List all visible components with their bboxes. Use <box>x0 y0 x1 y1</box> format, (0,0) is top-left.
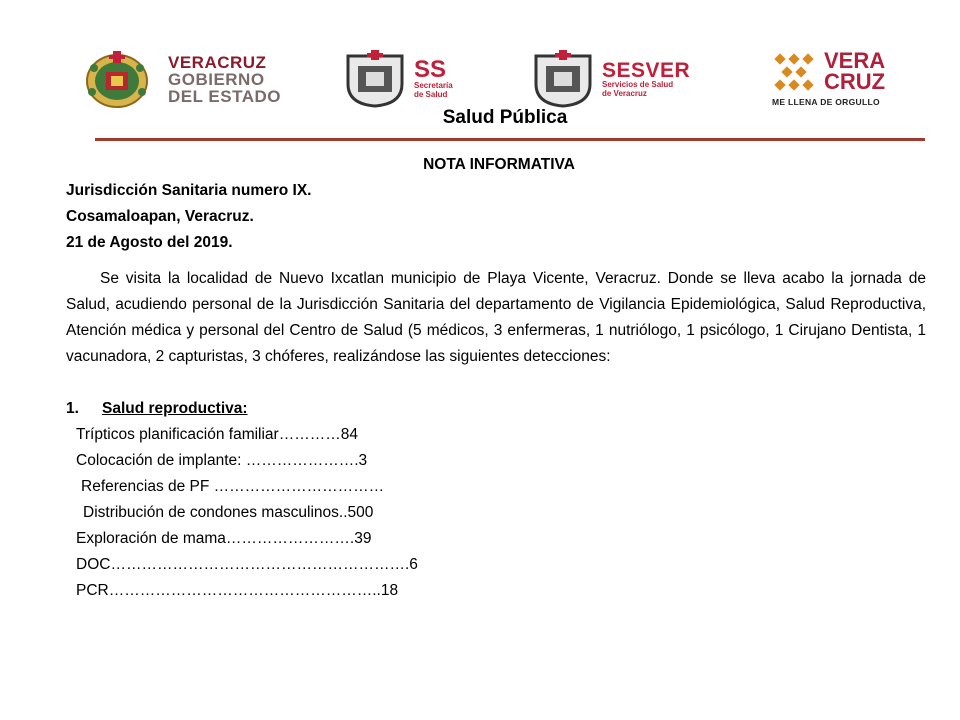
state-shield-icon <box>530 50 596 108</box>
veracruz-brand-slogan: ME LLENA DE ORGULLO <box>772 97 880 107</box>
veracruz-brand-line1: VERA <box>824 48 886 74</box>
list-item: Distribución de condones masculinos..500 <box>83 504 374 521</box>
gobierno-logo-line3: DEL ESTADO <box>168 86 281 106</box>
sesver-logo <box>530 48 690 110</box>
header-logos <box>70 48 910 110</box>
detections-list <box>66 422 926 604</box>
veracruz-coat-of-arms-icon <box>78 48 156 110</box>
list-item: Colocación de implante: ………………….3 <box>76 452 368 469</box>
document-body <box>66 152 926 604</box>
veracruz-orgullo-logo <box>772 48 885 110</box>
section-number: 1. <box>66 400 79 417</box>
gobierno-logo-line1: VERACRUZ <box>168 52 267 72</box>
list-item: Trípticos planificación familiar…………84 <box>76 426 358 443</box>
sesver-logo-sub1: Servicios de Salud <box>602 79 674 89</box>
gobierno-veracruz-logo <box>78 48 281 110</box>
date-line: 21 de Agosto del 2019. <box>66 234 233 251</box>
header-divider <box>95 138 925 141</box>
section-heading-text: Salud reproductiva: <box>102 400 248 417</box>
list-item: Referencias de PF …………………………… <box>81 478 385 495</box>
ss-logo-text: SS <box>414 56 447 84</box>
header-title-row <box>0 107 960 129</box>
section-heading <box>66 396 926 422</box>
body-paragraph: Se visita la localidad de Nuevo Ixcatlan municipio de Playa Vicente, Veracruz. Donde se lleva acabo la jornada de Salud, acudiendo personal de la Jurisdicción Sanitaria del departamento de Vigilancia Epidemiológica, Salud Reproductiva, Atención médica y personal del Centro de Salud (5 médicos, 3 enfermeras, 1 nutriólogo, 1 psicólogo, 1 Cirujano Dentista, 1 vacunadora, 2 capturistas, 3 chóferes, realizándose las siguientes detecciones: <box>66 270 926 365</box>
veracruz-pattern-icon <box>772 51 818 93</box>
location-line: Cosamaloapan, Veracruz. <box>66 208 254 225</box>
ss-secretaria-salud-logo <box>342 48 453 110</box>
ss-logo-sub2: de Salud <box>414 90 448 99</box>
document-title: NOTA INFORMATIVA <box>423 156 575 173</box>
section-title: Salud Pública <box>442 107 568 128</box>
ss-logo-sub1: Secretaría <box>414 81 453 91</box>
list-item: Exploración de mama…………………….39 <box>76 530 372 547</box>
state-shield-icon <box>342 50 408 108</box>
sesver-logo-text: SESVER <box>602 58 691 82</box>
sesver-logo-sub2: de Veracruz <box>602 88 647 98</box>
jurisdiction-line: Jurisdicción Sanitaria numero IX. <box>66 182 312 199</box>
list-item: DOC………………………………………………….6 <box>76 556 418 573</box>
veracruz-brand-line2: CRUZ <box>824 69 886 94</box>
list-item: PCR……………………………………………..18 <box>76 582 399 599</box>
gobierno-logo-line2: GOBIERNO <box>168 69 265 89</box>
